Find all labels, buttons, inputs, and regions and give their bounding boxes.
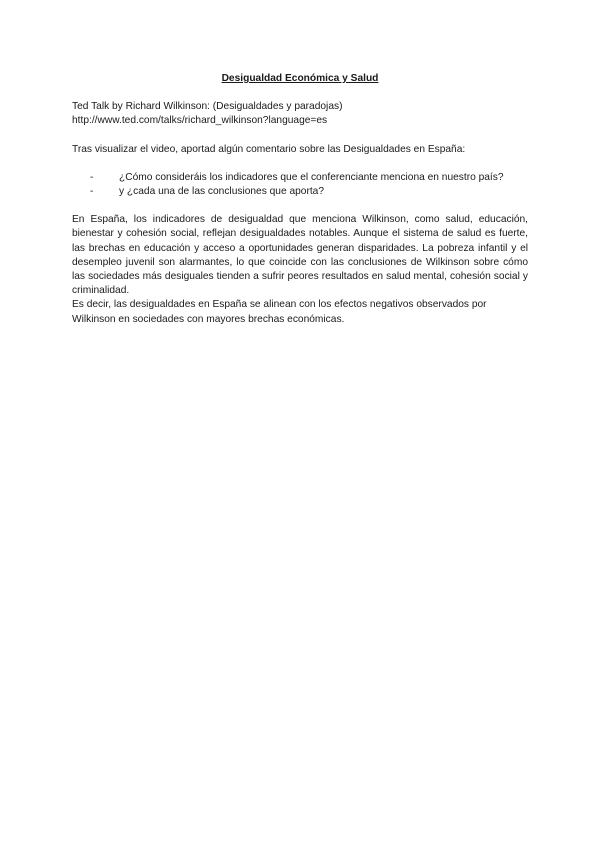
answer-paragraph: Es decir, las desigualdades en España se alinean con los efectos negativos observados por Wilkinson en sociedades con mayores brechas económicas. — [72, 299, 487, 325]
question-list — [72, 171, 528, 199]
ted-url: http://www.ted.com/talks/richard_wilkinson?language=es — [72, 115, 328, 127]
answer-paragraph: En España, los indicadores de desigualdad que menciona Wilkinson, como salud, educación, bienestar y cohesión social, reflejan desigualdades notables. Aunque el sistema de salud es fuerte, las brechas en educación y acceso a oportunidades generan disparidades. La pobreza infantil y el desempleo juvenil son alarmantes, lo que coincide con las conclusiones de Wilkinson sobre cómo las sociedades más desiguales tienden a sufrir peores resultados en salud mental, cohesión social y criminalidad. — [72, 214, 528, 297]
bullet-dash: - — [90, 171, 94, 183]
bullet-dash: - — [90, 186, 94, 198]
list-item — [72, 185, 528, 199]
question-text: y ¿cada una de las conclusiones que aporta? — [119, 186, 325, 198]
list-item — [72, 171, 528, 185]
document-title: Desigualdad Económica y Salud — [221, 73, 379, 84]
document-content — [72, 72, 528, 327]
instruction-text: Tras visualizar el video, aportad algún comentario sobre las Desigualdades en España: — [72, 143, 466, 155]
question-text: ¿Cómo consideráis los indicadores que el conferenciante menciona en nuestro país? — [119, 171, 504, 183]
reference-block — [72, 100, 528, 128]
ted-talk-line: Ted Talk by Richard Wilkinson: (Desigualdades y paradojas) — [72, 101, 343, 113]
